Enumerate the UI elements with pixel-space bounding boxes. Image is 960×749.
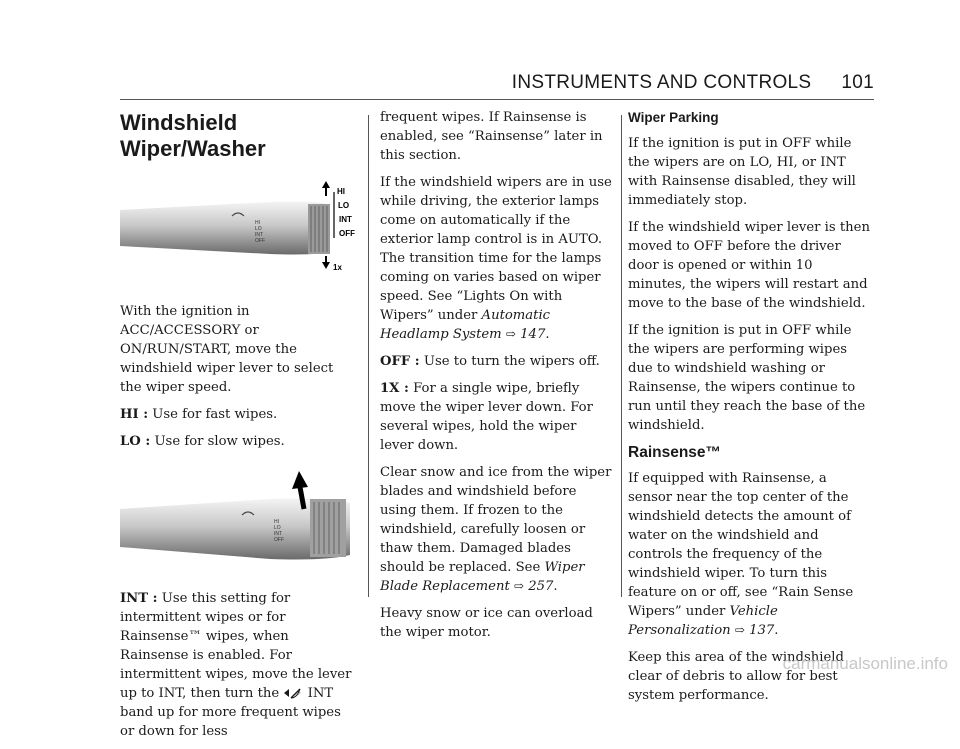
svg-text:INT: INT bbox=[274, 531, 283, 537]
vehicle-personalization-page[interactable]: 137 bbox=[749, 623, 775, 638]
figure-label-off: OFF bbox=[339, 229, 355, 238]
off-paragraph bbox=[380, 352, 612, 371]
page-number: 101 bbox=[841, 72, 874, 93]
header-rule bbox=[120, 99, 874, 100]
watermark: carmanualsonline.info bbox=[782, 654, 948, 673]
int-text-a: Use this setting for intermittent wipes or for Rainsense™ wipes, when Rainsense is enabled. For intermittent wipes, move the lever up to INT, then turn the bbox=[120, 591, 352, 701]
figure-label-int: INT bbox=[339, 215, 352, 224]
rainsense-heading: Rainsense™ bbox=[628, 444, 722, 461]
column-2 bbox=[380, 108, 612, 650]
column-1 bbox=[120, 110, 356, 749]
parking-paragraph-3: If the ignition is put in OFF while the wipers are performing wipes due to windshield washing or Rainsense, the wipers continue to run until they reach the base of the windshield. bbox=[628, 323, 866, 433]
section-heading: Windshield Wiper/Washer bbox=[120, 110, 266, 161]
svg-text:OFF: OFF bbox=[274, 537, 284, 543]
section-title: INSTRUMENTS AND CONTROLS bbox=[511, 72, 812, 93]
int-term: INT : bbox=[120, 591, 158, 606]
svg-text:LO: LO bbox=[274, 525, 281, 531]
column-3 bbox=[628, 108, 874, 713]
lo-text: Use for slow wipes. bbox=[154, 434, 285, 449]
page-ref-arrow-icon: ⇨ bbox=[513, 579, 525, 593]
lights-paragraph: If the windshield wipers are in use while driving, the exterior lamps come on automatically if the exterior lamp control is in AUTO. The transition time for the lamps coming on varies based on wiper speed. See “Lights On with Wipers” under Automatic Headlamp System ⇨ 147. bbox=[380, 175, 612, 342]
intro-paragraph: With the ignition in ACC/ACCESSORY or ON/RUN/START, move the windshield wiper lever to select the wiper speed. bbox=[120, 304, 334, 395]
single-wipe-text: For a single wipe, briefly move the wiper lever down. For several wipes, hold the wiper lever down. bbox=[380, 381, 593, 453]
svg-text:INT: INT bbox=[255, 232, 264, 238]
single-wipe-term: 1X : bbox=[380, 381, 409, 396]
svg-text:LO: LO bbox=[255, 226, 262, 232]
hi-paragraph bbox=[120, 405, 356, 424]
figure-label-1x: 1x bbox=[333, 263, 342, 272]
wiper-blade-replacement-link[interactable]: Wiper Blade Replacement bbox=[380, 560, 585, 594]
int-text-b: INT band up for more frequent wipes or down for less bbox=[120, 686, 341, 739]
rainsense-paragraph: If equipped with Rainsense, a sensor near the top center of the windshield detects the amount of water on the windshield and controls the frequency of the windshield wiper. To turn this feature on or off, see “Rain Sense Wipers” under Vehicle Personalization ⇨ 137. bbox=[628, 471, 854, 638]
automatic-headlamp-page[interactable]: 147 bbox=[520, 327, 546, 342]
figure-label-hi: HI bbox=[337, 187, 345, 196]
automatic-headlamp-link[interactable]: Automatic Headlamp System bbox=[380, 308, 551, 342]
debris-paragraph: Keep this area of the windshield clear of debris to allow for best system performance. bbox=[628, 650, 844, 703]
rainsense-text: If equipped with Rainsense, a sensor near the top center of the windshield detects the amount of water on the windshield and controls the frequency of the windshield wiper. To turn this feature on or off, see “Rain Sense Wipers” under bbox=[628, 471, 854, 619]
page-ref-arrow-icon: ⇨ bbox=[505, 327, 516, 341]
wiper-blade-replacement-page[interactable]: 257 bbox=[528, 579, 554, 594]
wiper-lever-figure-1 bbox=[120, 180, 356, 280]
int-paragraph bbox=[120, 589, 356, 741]
off-text: Use to turn the wipers off. bbox=[423, 354, 600, 369]
parking-paragraph-1: If the ignition is put in OFF while the wipers are on LO, HI, or INT with Rainsense disabled, they will immediately stop. bbox=[628, 136, 856, 208]
off-term: OFF : bbox=[380, 354, 420, 369]
figure-label-lo: LO bbox=[338, 201, 350, 210]
wiper-lever-figure-2 bbox=[120, 465, 356, 575]
page-header bbox=[120, 72, 874, 94]
rainsense-ref-paragraph: frequent wipes. If Rainsense is enabled, see “Rainsense” later in this section. bbox=[380, 110, 603, 163]
column-divider-1 bbox=[368, 115, 369, 597]
svg-text:OFF: OFF bbox=[255, 238, 265, 244]
snow-ice-paragraph: Clear snow and ice from the wiper blades and windshield before using them. If frozen to the windshield, carefully loosen or thaw them. Damaged blades should be replaced. See Wiper Blade Replacement ⇨ 257. bbox=[380, 465, 612, 594]
parking-paragraph-2: If the windshield wiper lever is then moved to OFF before the driver door is opened or within 10 minutes, the wipers will restart and move to the base of the windshield. bbox=[628, 220, 870, 311]
wiper-band-icon bbox=[283, 686, 303, 700]
snow-ice-text: Clear snow and ice from the wiper blades and windshield before using them. If frozen to the windshield, carefully loosen or thaw them. Damaged blades should be replaced. See bbox=[380, 465, 612, 575]
svg-text:HI: HI bbox=[255, 220, 260, 226]
wiper-parking-heading: Wiper Parking bbox=[628, 110, 719, 125]
overload-paragraph: Heavy snow or ice can overload the wiper motor. bbox=[380, 606, 593, 640]
column-divider-2 bbox=[621, 115, 622, 597]
lo-term: LO : bbox=[120, 434, 151, 449]
hi-term: HI : bbox=[120, 407, 149, 422]
lo-paragraph bbox=[120, 432, 356, 451]
hi-text: Use for fast wipes. bbox=[152, 407, 278, 422]
single-wipe-paragraph bbox=[380, 379, 612, 455]
page-ref-arrow-icon: ⇨ bbox=[734, 623, 745, 637]
svg-text:HI: HI bbox=[274, 519, 279, 525]
vehicle-personalization-link[interactable]: Vehicle Personalization bbox=[628, 604, 778, 638]
lights-text: If the windshield wipers are in use while driving, the exterior lamps come on automatically if the exterior lamp control is in AUTO. The transition time for the lamps coming on varies based on wiper speed. See “Lights On with Wipers” under bbox=[380, 175, 612, 323]
